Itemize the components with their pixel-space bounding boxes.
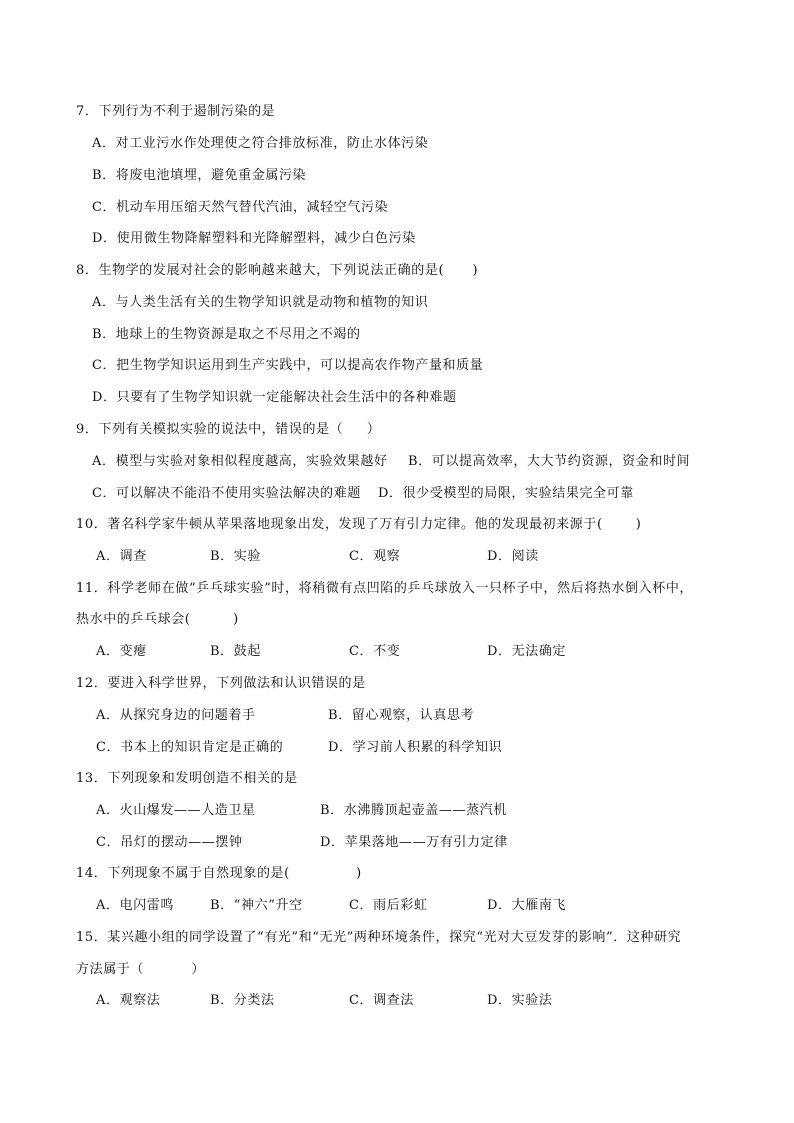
question-7-option-b: B．将废电池填埋，避免重金属污染 [92,168,307,183]
question-14-option-c: C．雨后彩虹 [349,898,428,913]
question-14-option-a: A．电闪雷鸣 [96,898,174,913]
question-10-option-d: D．阅读 [487,549,539,564]
question-15-stem-line-1: 15．某兴趣小组的同学设置了“有光”和“无光”两种环境条件，探究“光对大豆发芽的影响”．这种研究 [76,930,682,945]
question-15-option-c: C．调查法 [349,993,414,1008]
question-12-option-b: B．留心观察，认真思考 [328,708,475,723]
question-15-option-d: D．实验法 [487,993,553,1008]
question-14-option-b: B．“神六”升空 [210,898,303,913]
question-7-option-c: C．机动车用压缩天然气替代汽油，减轻空气污染 [92,200,389,215]
question-13-option-b: B．水沸腾顶起壶盖——蒸汽机 [320,803,507,818]
question-8-option-d: D．只要有了生物学知识就一定能解决社会生活中的各种难题 [92,390,457,405]
question-8-option-b: B．地球上的生物资源是取之不尽用之不竭的 [92,327,361,342]
question-12-option-d: D．学习前人积累的科学知识 [328,740,503,755]
question-9-stem: 9．下列有关模拟实验的说法中，错误的是（ ） [76,422,381,437]
question-11-stem-line-2: 热水中的乒乓球会( ) [76,612,239,627]
question-9-option-c: C．可以解决不能沿不使用实验法解决的难题 [92,486,361,501]
question-9-option-a: A．模型与实验对象相似程度越高，实验效果越好 [92,454,388,469]
question-13-option-d: D．苹果落地——万有引力定律 [320,835,508,850]
question-7-option-a: A．对工业污水作处理使之符合排放标准，防止水体污染 [92,136,429,151]
question-15-option-a: A．观察法 [96,993,161,1008]
question-10-option-b: B．实验 [210,549,261,564]
question-11-option-d: D．无法确定 [487,644,567,659]
question-12-option-c: C．书本上的知识肯定是正确的 [96,740,284,755]
question-9-option-d: D．很少受模型的局限，实验结果完全可靠 [378,486,634,501]
question-11-stem-line-1: 11．科学老师在做“乒乓球实验”时，将稍微有点凹陷的乒乓球放入一只杯子中，然后将热水倒入杯中， [76,581,694,596]
question-7-stem: 7．下列行为不利于遏制污染的是 [76,104,276,119]
question-14-stem: 14．下列现象不属于自然现象的是( ) [76,866,362,881]
question-8-option-c: C．把生物学知识运用到生产实践中，可以提高农作物产量和质量 [92,358,484,373]
question-14-option-d: D．大雁南飞 [487,898,567,913]
question-8-stem: 8．生物学的发展对社会的影响越来越大，下列说法正确的是( ) [76,263,479,278]
question-8-option-a: A．与人类生活有关的生物学知识就是动物和植物的知识 [92,295,429,310]
question-11-option-a: A．变瘪 [96,644,147,659]
question-11-option-c: C．不变 [349,644,401,659]
question-10-option-c: C．观察 [349,549,401,564]
question-13-option-c: C．吊灯的摆动——摆钟 [96,835,243,850]
question-10-option-a: A．调查 [96,549,147,564]
question-7-option-d: D．使用微生物降解塑料和光降解塑料，减少白色污染 [92,231,416,246]
question-15-stem-line-2: 方法属于（ ） [76,962,205,977]
question-11-option-b: B．鼓起 [210,644,261,659]
question-15-option-b: B．分类法 [210,993,275,1008]
question-12-stem: 12．要进入科学世界，下列做法和认识错误的是 [76,676,366,691]
question-9-option-b: B．可以提高效率，大大节约资源，资金和时间 [408,454,691,469]
question-10-stem: 10．著名科学家牛顿从苹果落地现象出发，发现了万有引力定律。他的发现最初来源于( ) [76,517,642,532]
question-13-stem: 13．下列现象和发明创造不相关的是 [76,771,298,786]
question-12-option-a: A．从探究身边的问题着手 [96,708,256,723]
question-13-option-a: A．火山爆发——人造卫星 [96,803,256,818]
